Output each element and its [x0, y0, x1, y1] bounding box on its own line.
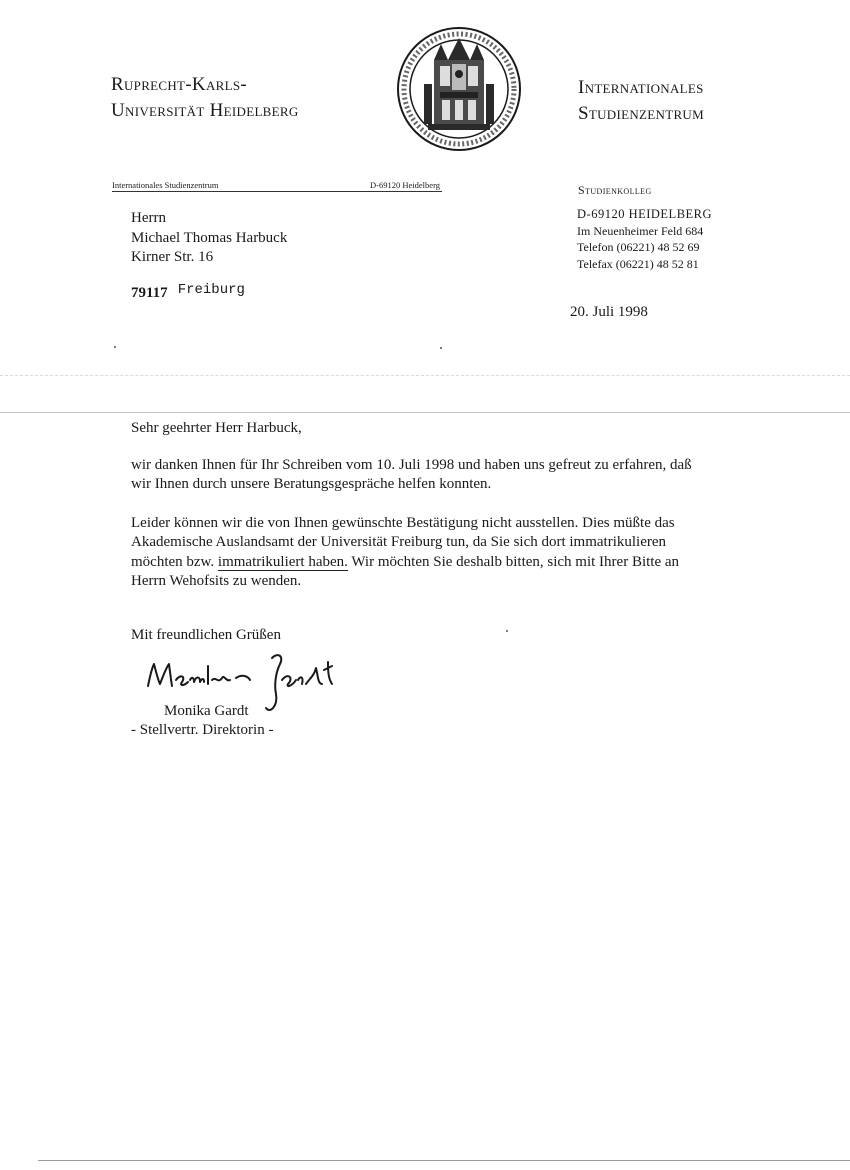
signer-title: - Stellvertr. Direktorin -: [131, 722, 274, 738]
paragraph-1-line: wir Ihnen durch unsere Beratungsgespräche helfen konnten.: [131, 476, 492, 493]
recipient-street: Kirner Str. 16: [131, 249, 214, 265]
university-name: [111, 72, 299, 124]
paragraph-2-line: Akademische Auslandsamt der Universität Freiburg tun, da Sie sich dort immatrikulieren: [131, 534, 667, 551]
recipient-city: Freiburg: [177, 282, 245, 298]
department-fax: Telefax (06221) 48 52 81: [577, 256, 699, 271]
university-seal-icon: [396, 26, 522, 152]
underlined-text: immatrikuliert haben.: [217, 553, 348, 570]
letter-paragraph-1: [131, 456, 771, 495]
paragraph-2-line: [131, 553, 771, 572]
fold-line: [0, 375, 850, 376]
department-city: D-69120 HEIDELBERG: [577, 207, 713, 221]
recipient-postal-code: 79117: [131, 285, 168, 301]
department-phone: Telefon (06221) 48 52 69: [577, 240, 700, 254]
paragraph-1-line: wir danken Ihnen für Ihr Schreiben vom 10. Juli 1998 und haben uns gefreut zu erfahren, daß: [131, 457, 692, 473]
letter-date: 20. Juli 1998: [570, 304, 648, 320]
recipient-name: Michael Thomas Harbuck: [131, 229, 288, 246]
institute-name: [578, 75, 704, 127]
paper-speck: [506, 630, 508, 632]
institute-name-line1: Internationales: [578, 77, 704, 98]
paper-speck: [440, 347, 442, 349]
paragraph-2-line: Leider können wir die von Ihnen gewünschte Bestätigung nicht ausstellen. Dies müßte das: [131, 515, 675, 531]
return-address-line: [112, 180, 442, 192]
paper-speck: [114, 346, 116, 348]
fold-line: [0, 412, 850, 413]
paragraph-2-line: Herrn Wehofsits zu wenden.: [131, 573, 302, 590]
paragraph-2-text: Wir möchten Sie deshalb bitten, sich mit Ihrer Bitte an: [347, 553, 680, 570]
institute-name-line2: Studienzentrum: [578, 103, 704, 124]
recipient-postal-line: [131, 282, 245, 302]
letter-paragraph-2: [131, 514, 771, 592]
page-bottom-edge: [38, 1160, 850, 1161]
university-name-line2: Universität Heidelberg: [111, 100, 299, 121]
paragraph-2-text: möchten bzw.: [131, 553, 218, 570]
recipient-salutation: Herrn: [131, 210, 166, 226]
return-address-city: D-69120 Heidelberg: [370, 180, 440, 190]
return-address-sender: Internationales Studienzentrum: [112, 180, 219, 190]
university-name-line1: Ruprecht-Karls-: [111, 74, 248, 95]
department-name: Studienkolleg: [578, 183, 652, 197]
letter-salutation: Sehr geehrter Herr Harbuck,: [131, 420, 302, 436]
signer-name: Monika Gardt: [164, 703, 249, 719]
department-street: Im Neuenheimer Feld 684: [577, 223, 704, 238]
recipient-address: [131, 209, 287, 268]
department-contact: [577, 206, 712, 272]
letter-closing: Mit freundlichen Grüßen: [131, 627, 281, 643]
